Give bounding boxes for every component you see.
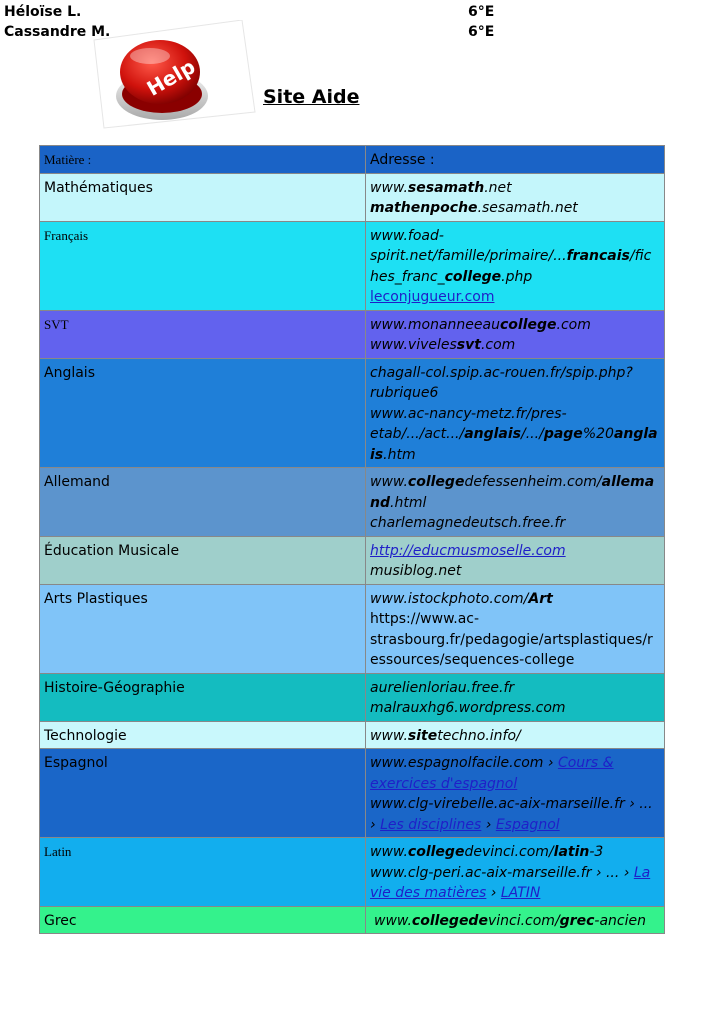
subject-histoire-geographie: Histoire-Géographie — [40, 673, 366, 721]
address-line[interactable]: charlemagnedeutsch.free.fr — [370, 515, 566, 531]
link-espagnol[interactable]: Espagnol — [495, 816, 560, 833]
header-cell-address: Adresse : — [366, 146, 665, 174]
address-cell — [366, 673, 665, 721]
address-line[interactable]: aurelienloriau.free.fr — [370, 679, 515, 696]
address-line[interactable]: malrauxhg6.wordpress.com — [370, 700, 566, 716]
student-name-2: Cassandre M. — [4, 24, 111, 40]
table-row — [40, 838, 665, 907]
table-header-row — [40, 146, 665, 174]
address-cell — [366, 310, 665, 358]
subject-anglais: Anglais — [40, 358, 366, 468]
subject-arts-plastiques: Arts Plastiques — [40, 584, 366, 673]
subject-technologie: Technologie — [40, 721, 366, 749]
address-line[interactable]: musiblog.net — [370, 563, 462, 579]
subject-allemand: Allemand — [40, 468, 366, 537]
address-line[interactable]: www.clg-virebelle.ac-aix-marseille.fr › ... › Les disciplines › Espagnol — [370, 796, 653, 833]
subject-education-musicale: Éducation Musicale — [40, 536, 366, 584]
address-cell — [366, 173, 665, 221]
table-row — [40, 749, 665, 838]
address-line[interactable]: www.collegedefessenheim.com/allemand.html — [370, 474, 655, 511]
address-line[interactable]: https://www.ac-strasbourg.fr/pedagogie/artsplastiques/ressources/sequences-college — [370, 611, 653, 668]
address-line[interactable]: www.foad-spirit.net/famille/primaire/...francais/fiches_franc_college.php — [370, 227, 652, 285]
table-row — [40, 906, 665, 934]
address-line[interactable]: www.sesamath.net — [370, 179, 512, 196]
address-line[interactable]: chagall-col.spip.ac-rouen.fr/spip.php?rubrique6 — [370, 364, 633, 401]
address-cell — [366, 358, 665, 468]
link-leconjugueur[interactable]: leconjugueur.com — [370, 289, 495, 305]
subject-svt: SVT — [40, 310, 366, 358]
address-line[interactable]: www.vivelessvt.com — [370, 337, 516, 353]
address-line[interactable]: www.clg-peri.ac-aix-marseille.fr › ... › La vie des matières › LATIN — [370, 864, 651, 901]
address-cell — [366, 536, 665, 584]
address-cell — [366, 721, 665, 749]
class-label-2: 6°E — [468, 24, 495, 40]
table-row — [40, 468, 665, 537]
address-cell — [366, 221, 665, 310]
address-cell — [366, 838, 665, 907]
address-line[interactable]: www.collegedevinci.com/latin-3 — [370, 844, 604, 860]
address-line[interactable]: www.monanneeaucollege.com — [370, 316, 591, 333]
link-la-vie-des-matieres[interactable]: La vie des matières — [370, 864, 651, 901]
help-button-logo — [92, 20, 257, 130]
address-cell — [366, 468, 665, 537]
address-line[interactable]: www.sitetechno.info/ — [370, 727, 521, 744]
student-name-1: Héloïse L. — [4, 4, 82, 20]
table-row — [40, 221, 665, 310]
table-row — [40, 173, 665, 221]
subject-grec: Grec — [40, 906, 366, 934]
header-cell-subject: Matière : — [40, 146, 366, 174]
link-latin[interactable]: LATIN — [500, 885, 541, 901]
class-label-1: 6°E — [468, 4, 495, 20]
table-row — [40, 310, 665, 358]
address-cell — [366, 584, 665, 673]
subject-latin: Latin — [40, 838, 366, 907]
table-row — [40, 721, 665, 749]
subject-mathematiques: Mathématiques — [40, 173, 366, 221]
help-sites-table — [39, 145, 665, 934]
address-line[interactable]: mathenpoche.sesamath.net — [370, 200, 578, 216]
link-cours-exercices[interactable]: Cours & exercices d'espagnol — [370, 755, 614, 792]
subject-espagnol: Espagnol — [40, 749, 366, 838]
help-logo-text: Help — [142, 54, 200, 101]
address-line[interactable]: www.collegedevinci.com/grec-ancien — [374, 912, 646, 929]
address-cell — [366, 749, 665, 838]
address-cell — [366, 906, 665, 934]
address-line[interactable]: www.ac-nancy-metz.fr/pres-etab/.../act.../anglais/.../page%20anglais.htm — [370, 405, 658, 463]
table-row — [40, 673, 665, 721]
table-row — [40, 536, 665, 584]
page-title: Site Aide — [263, 86, 360, 108]
subject-francais: Français — [40, 221, 366, 310]
link-les-disciplines[interactable]: Les disciplines — [380, 816, 482, 833]
link-educmusmoselle[interactable]: http://educmusmoselle.com — [370, 542, 566, 559]
table-row — [40, 584, 665, 673]
address-line[interactable]: www.istockphoto.com/Art — [370, 590, 553, 607]
address-line[interactable]: www.espagnolfacile.com › Cours & exercices d'espagnol — [370, 755, 614, 792]
table-row — [40, 358, 665, 468]
